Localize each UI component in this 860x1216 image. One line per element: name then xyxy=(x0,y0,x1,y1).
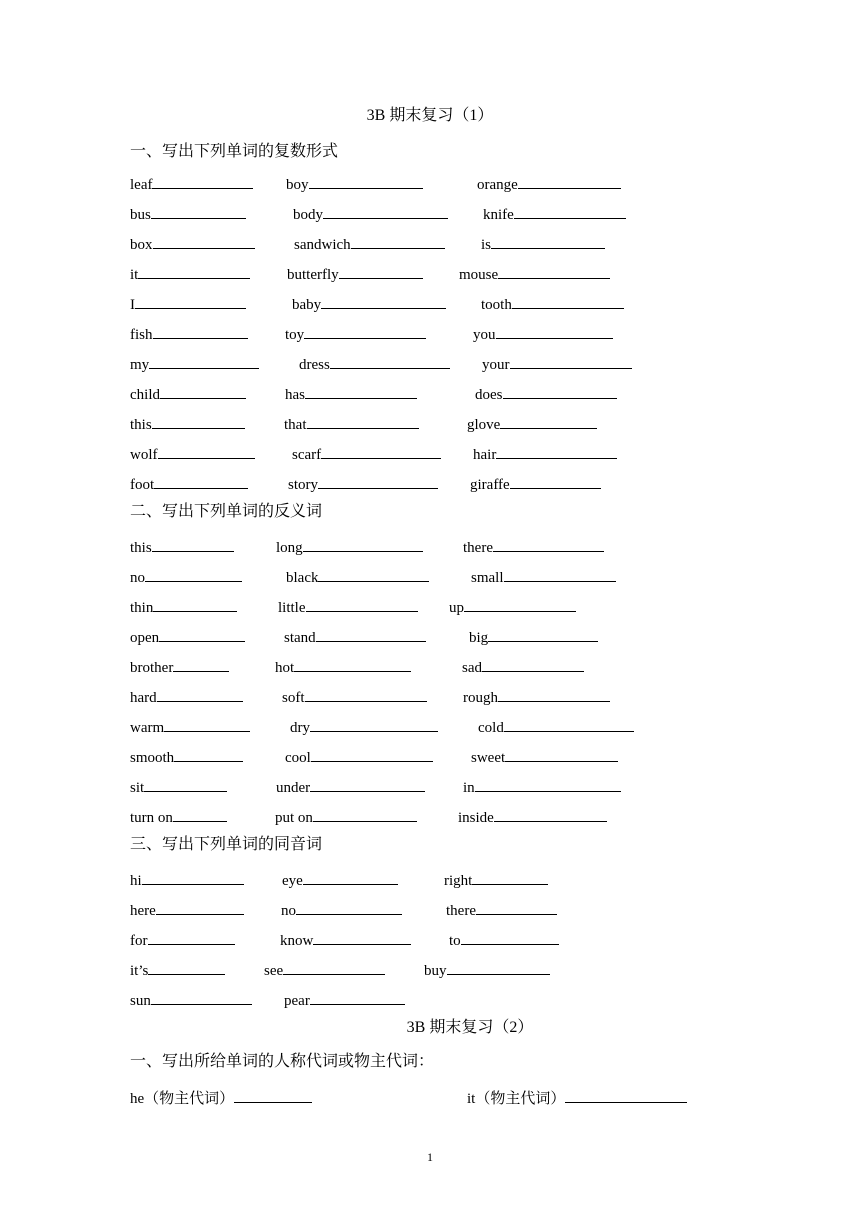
answer-blank[interactable] xyxy=(505,746,618,762)
exercise-item[interactable] xyxy=(285,383,417,405)
exercise-word: box xyxy=(130,237,153,253)
worksheet-title-1: 3B 期末复习（1） xyxy=(366,107,494,124)
answer-blank[interactable] xyxy=(309,173,423,189)
answer-blank[interactable] xyxy=(160,383,246,399)
answer-blank[interactable] xyxy=(504,566,616,582)
answer-blank[interactable] xyxy=(153,233,255,249)
exercise-word: your xyxy=(482,357,510,373)
answer-blank[interactable] xyxy=(503,383,617,399)
answer-blank[interactable] xyxy=(482,656,584,672)
exercise-item[interactable] xyxy=(130,806,227,828)
exercise-item[interactable] xyxy=(130,233,255,255)
exercise-item[interactable] xyxy=(264,959,385,981)
exercise-item[interactable] xyxy=(130,293,246,315)
exercise-word: orange xyxy=(477,177,518,193)
answer-blank[interactable] xyxy=(491,233,605,249)
exercise-word: body xyxy=(293,207,323,223)
exercise-row xyxy=(130,203,730,225)
exercise-word: my xyxy=(130,357,150,373)
exercise-item[interactable] xyxy=(469,626,598,648)
exercise-word: black xyxy=(286,570,319,586)
exercise-item[interactable] xyxy=(478,716,634,738)
exercise-word: it xyxy=(130,267,139,283)
exercise-row xyxy=(130,263,730,285)
exercise-item[interactable] xyxy=(294,233,445,255)
pronoun-row xyxy=(130,1087,730,1109)
answer-blank[interactable] xyxy=(510,473,601,489)
answer-blank[interactable] xyxy=(152,536,234,552)
exercise-word: see xyxy=(264,963,284,979)
exercise-word: you xyxy=(473,327,496,343)
exercise-word: open xyxy=(130,630,160,646)
exercise-item[interactable] xyxy=(130,776,227,798)
exercise-word: butterfly xyxy=(287,267,339,283)
exercise-row xyxy=(130,626,730,648)
answer-blank[interactable] xyxy=(488,626,598,642)
exercise-row xyxy=(130,989,730,1011)
exercise-word: under xyxy=(276,780,311,796)
exercise-item[interactable] xyxy=(130,899,244,921)
section-heading-1: 一、写出下列单词的复数形式 xyxy=(130,143,339,160)
exercise-word: right xyxy=(444,873,473,889)
exercise-word: soft xyxy=(282,690,305,706)
exercise-item[interactable] xyxy=(130,536,234,558)
answer-blank[interactable] xyxy=(310,716,438,732)
exercise-word: baby xyxy=(292,297,322,313)
exercise-item[interactable] xyxy=(481,293,624,315)
exercise-item[interactable] xyxy=(458,806,607,828)
exercise-word: cold xyxy=(478,720,504,736)
exercise-item[interactable] xyxy=(292,443,441,465)
answer-blank[interactable] xyxy=(159,626,245,642)
exercise-item[interactable] xyxy=(130,383,246,405)
section-heading-3: 三、写出下列单词的同音词 xyxy=(130,836,323,853)
exercise-word: here xyxy=(130,903,156,919)
exercise-item[interactable] xyxy=(282,686,427,708)
answer-blank[interactable] xyxy=(514,203,626,219)
exercise-word: sit xyxy=(130,780,145,796)
answer-blank[interactable] xyxy=(303,869,398,885)
section-heading-2: 二、写出下列单词的反义词 xyxy=(130,503,323,520)
exercise-word: story xyxy=(288,477,318,493)
answer-blank[interactable] xyxy=(142,869,244,885)
answer-blank[interactable] xyxy=(310,776,425,792)
answer-blank[interactable] xyxy=(510,353,632,369)
answer-blank[interactable] xyxy=(174,746,243,762)
answer-blank[interactable] xyxy=(145,566,242,582)
exercise-word: glove xyxy=(467,417,501,433)
answer-blank[interactable] xyxy=(496,443,617,459)
exercise-item[interactable] xyxy=(292,293,446,315)
exercise-item[interactable] xyxy=(275,656,411,678)
exercise-item[interactable] xyxy=(287,263,423,285)
exercise-word: buy xyxy=(424,963,447,979)
page-number: 1 xyxy=(427,1150,433,1164)
exercise-item[interactable] xyxy=(130,323,248,345)
exercise-word: to xyxy=(449,933,461,949)
exercise-item[interactable] xyxy=(481,233,605,255)
exercise-item[interactable] xyxy=(130,716,250,738)
exercise-word: stand xyxy=(284,630,316,646)
exercise-word: bus xyxy=(130,207,151,223)
answer-blank[interactable] xyxy=(305,686,427,702)
answer-blank[interactable] xyxy=(464,596,576,612)
exercise-row xyxy=(130,716,730,738)
answer-blank[interactable] xyxy=(323,203,448,219)
exercise-word: child xyxy=(130,387,160,403)
exercise-row xyxy=(130,413,730,435)
answer-blank[interactable] xyxy=(307,413,419,429)
answer-blank[interactable] xyxy=(496,323,613,339)
exercise-word: small xyxy=(471,570,504,586)
exercise-item[interactable] xyxy=(463,536,604,558)
answer-blank[interactable] xyxy=(156,899,244,915)
exercise-item[interactable] xyxy=(477,173,621,195)
exercise-word: brother xyxy=(130,660,174,676)
exercise-item[interactable] xyxy=(130,989,252,1011)
exercise-item[interactable] xyxy=(130,203,246,225)
exercise-item[interactable] xyxy=(424,959,550,981)
pronoun-item-he[interactable] xyxy=(130,1087,312,1109)
exercise-item[interactable] xyxy=(446,899,557,921)
exercise-item[interactable] xyxy=(281,899,402,921)
answer-blank[interactable] xyxy=(318,566,429,582)
answer-blank[interactable] xyxy=(476,899,557,915)
exercise-row xyxy=(130,233,730,255)
exercise-row xyxy=(130,746,730,768)
exercise-word: has xyxy=(285,387,305,403)
answer-blank[interactable] xyxy=(303,536,423,552)
exercise-row xyxy=(130,293,730,315)
exercise-item[interactable] xyxy=(293,203,448,225)
exercise-item[interactable] xyxy=(467,413,597,435)
exercise-row xyxy=(130,323,730,345)
answer-blank[interactable] xyxy=(173,806,227,822)
exercise-word: warm xyxy=(130,720,165,736)
exercise-item[interactable] xyxy=(470,473,601,495)
exercise-word: I xyxy=(130,297,135,313)
exercise-word: tooth xyxy=(481,297,512,313)
exercise-row xyxy=(130,383,730,405)
answer-blank[interactable] xyxy=(151,203,246,219)
answer-blank[interactable] xyxy=(498,686,610,702)
exercise-row xyxy=(130,596,730,618)
answer-blank[interactable] xyxy=(313,806,417,822)
exercise-item[interactable] xyxy=(275,806,417,828)
pronoun-item-it[interactable] xyxy=(467,1087,687,1109)
exercise-word: fish xyxy=(130,327,153,343)
exercise-word: long xyxy=(276,540,303,556)
exercise-row xyxy=(130,536,730,558)
exercise-word: in xyxy=(463,780,475,796)
answer-blank[interactable] xyxy=(294,656,411,672)
exercise-item[interactable] xyxy=(444,869,548,891)
exercise-item[interactable] xyxy=(130,566,242,588)
exercise-word: mouse xyxy=(459,267,499,283)
exercise-item[interactable] xyxy=(130,959,225,981)
exercise-word: turn on xyxy=(130,810,173,826)
exercise-row xyxy=(130,443,730,465)
answer-blank[interactable] xyxy=(565,1087,687,1103)
exercise-item[interactable] xyxy=(130,746,243,768)
exercise-word: eye xyxy=(282,873,303,889)
answer-blank[interactable] xyxy=(321,293,446,309)
exercise-word: does xyxy=(475,387,503,403)
answer-blank[interactable] xyxy=(518,173,621,189)
exercise-item[interactable] xyxy=(130,353,259,375)
answer-blank[interactable] xyxy=(316,626,426,642)
pronoun-word: it（物主代词） xyxy=(467,1091,566,1107)
pronoun-word: he（物主代词） xyxy=(130,1091,235,1107)
answer-blank[interactable] xyxy=(472,869,548,885)
exercise-item[interactable] xyxy=(130,869,244,891)
answer-blank[interactable] xyxy=(173,656,229,672)
answer-blank[interactable] xyxy=(475,776,621,792)
exercise-word: knife xyxy=(483,207,514,223)
exercise-item[interactable] xyxy=(286,173,423,195)
exercise-row xyxy=(130,473,730,495)
exercise-item[interactable] xyxy=(286,566,429,588)
exercise-row xyxy=(130,353,730,375)
answer-blank[interactable] xyxy=(234,1087,312,1103)
exercise-word: boy xyxy=(286,177,309,193)
exercise-item[interactable] xyxy=(276,536,423,558)
exercise-word: scarf xyxy=(292,447,322,463)
exercise-row xyxy=(130,173,730,195)
exercise-word: put on xyxy=(275,810,313,826)
exercise-word: toy xyxy=(285,327,305,343)
exercise-item[interactable] xyxy=(284,626,426,648)
exercise-word: pear xyxy=(284,993,310,1009)
answer-blank[interactable] xyxy=(318,473,438,489)
answer-blank[interactable] xyxy=(504,716,634,732)
exercise-item[interactable] xyxy=(130,929,235,951)
answer-blank[interactable] xyxy=(306,596,418,612)
exercise-item[interactable] xyxy=(459,263,610,285)
answer-blank[interactable] xyxy=(152,173,253,189)
answer-blank[interactable] xyxy=(135,293,246,309)
exercise-word: is xyxy=(481,237,492,253)
answer-blank[interactable] xyxy=(321,443,441,459)
exercise-item[interactable] xyxy=(473,443,617,465)
answer-blank[interactable] xyxy=(493,536,604,552)
exercise-item[interactable] xyxy=(130,473,248,495)
answer-blank[interactable] xyxy=(149,353,259,369)
answer-blank[interactable] xyxy=(138,263,250,279)
exercise-row xyxy=(130,869,730,891)
exercise-row xyxy=(130,929,730,951)
exercise-item[interactable] xyxy=(130,656,229,678)
exercise-word: no xyxy=(281,903,296,919)
exercise-item[interactable] xyxy=(290,716,438,738)
exercise-word: there xyxy=(463,540,493,556)
answer-blank[interactable] xyxy=(461,929,559,945)
answer-blank[interactable] xyxy=(494,806,607,822)
exercise-word: dry xyxy=(290,720,310,736)
exercise-word: this xyxy=(130,417,152,433)
exercise-word: dress xyxy=(299,357,330,373)
exercise-row xyxy=(130,806,730,828)
answer-blank[interactable] xyxy=(313,929,411,945)
answer-blank[interactable] xyxy=(296,899,402,915)
exercise-word: leaf xyxy=(130,177,153,193)
exercise-item[interactable] xyxy=(482,353,632,375)
exercise-word: this xyxy=(130,540,152,556)
exercise-item[interactable] xyxy=(449,929,559,951)
exercise-word: little xyxy=(278,600,306,616)
part2-heading: 一、写出所给单词的人称代词或物主代词： xyxy=(130,1053,435,1070)
exercise-item[interactable] xyxy=(130,626,245,648)
exercise-item[interactable] xyxy=(130,686,243,708)
answer-blank[interactable] xyxy=(500,413,597,429)
exercise-row xyxy=(130,776,730,798)
exercise-word: up xyxy=(449,600,464,616)
exercise-row xyxy=(130,959,730,981)
answer-blank[interactable] xyxy=(304,323,426,339)
exercise-word: thin xyxy=(130,600,154,616)
exercise-row xyxy=(130,686,730,708)
exercise-item[interactable] xyxy=(462,656,584,678)
exercise-item[interactable] xyxy=(483,203,626,225)
exercise-word: hard xyxy=(130,690,157,706)
exercise-item[interactable] xyxy=(473,323,613,345)
exercise-row xyxy=(130,899,730,921)
exercise-item[interactable] xyxy=(288,473,438,495)
answer-blank[interactable] xyxy=(157,686,243,702)
answer-blank[interactable] xyxy=(148,959,225,975)
exercise-word: sweet xyxy=(471,750,506,766)
exercise-word: there xyxy=(446,903,476,919)
answer-blank[interactable] xyxy=(339,263,423,279)
answer-blank[interactable] xyxy=(152,413,245,429)
exercise-word: giraffe xyxy=(470,477,510,493)
answer-blank[interactable] xyxy=(447,959,550,975)
exercise-item[interactable] xyxy=(278,596,418,618)
answer-blank[interactable] xyxy=(144,776,227,792)
answer-blank[interactable] xyxy=(305,383,417,399)
exercise-item[interactable] xyxy=(130,173,253,195)
exercise-item[interactable] xyxy=(282,869,398,891)
answer-blank[interactable] xyxy=(151,989,252,1005)
exercise-word: rough xyxy=(463,690,498,706)
exercise-item[interactable] xyxy=(471,746,618,768)
exercise-item[interactable] xyxy=(284,413,419,435)
exercise-item[interactable] xyxy=(280,929,411,951)
exercise-word: sad xyxy=(462,660,482,676)
exercise-row xyxy=(130,656,730,678)
exercise-item[interactable] xyxy=(449,596,576,618)
exercise-item[interactable] xyxy=(299,353,450,375)
exercise-word: it’s xyxy=(130,963,149,979)
answer-blank[interactable] xyxy=(498,263,610,279)
exercise-word: wolf xyxy=(130,447,158,463)
exercise-item[interactable] xyxy=(284,989,405,1011)
answer-blank[interactable] xyxy=(154,473,248,489)
exercise-word: cool xyxy=(285,750,311,766)
exercise-word: sun xyxy=(130,993,151,1009)
exercise-item[interactable] xyxy=(475,383,617,405)
exercise-word: sandwich xyxy=(294,237,351,253)
exercise-item[interactable] xyxy=(130,413,245,435)
exercise-word: hair xyxy=(473,447,497,463)
exercise-item[interactable] xyxy=(471,566,616,588)
exercise-word: inside xyxy=(458,810,494,826)
exercise-word: know xyxy=(280,933,314,949)
answer-blank[interactable] xyxy=(283,959,385,975)
exercise-word: that xyxy=(284,417,307,433)
answer-blank[interactable] xyxy=(311,746,433,762)
exercise-item[interactable] xyxy=(463,776,621,798)
answer-blank[interactable] xyxy=(330,353,450,369)
exercise-item[interactable] xyxy=(285,323,426,345)
answer-blank[interactable] xyxy=(351,233,445,249)
exercise-item[interactable] xyxy=(130,263,250,285)
answer-blank[interactable] xyxy=(153,323,248,339)
exercise-word: hi xyxy=(130,873,142,889)
answer-blank[interactable] xyxy=(310,989,405,1005)
exercise-row xyxy=(130,566,730,588)
exercise-item[interactable] xyxy=(276,776,425,798)
exercise-word: big xyxy=(469,630,489,646)
answer-blank[interactable] xyxy=(512,293,624,309)
exercise-word: smooth xyxy=(130,750,175,766)
exercise-word: hot xyxy=(275,660,295,676)
answer-blank[interactable] xyxy=(158,443,255,459)
exercise-item[interactable] xyxy=(463,686,610,708)
answer-blank[interactable] xyxy=(148,929,235,945)
exercise-item[interactable] xyxy=(130,443,255,465)
exercise-word: no xyxy=(130,570,145,586)
exercise-item[interactable] xyxy=(285,746,433,768)
exercise-word: foot xyxy=(130,477,155,493)
worksheet-title-2: 3B 期末复习（2） xyxy=(406,1019,534,1036)
answer-blank[interactable] xyxy=(164,716,250,732)
exercise-item[interactable] xyxy=(130,596,237,618)
exercise-word: for xyxy=(130,933,148,949)
answer-blank[interactable] xyxy=(153,596,237,612)
